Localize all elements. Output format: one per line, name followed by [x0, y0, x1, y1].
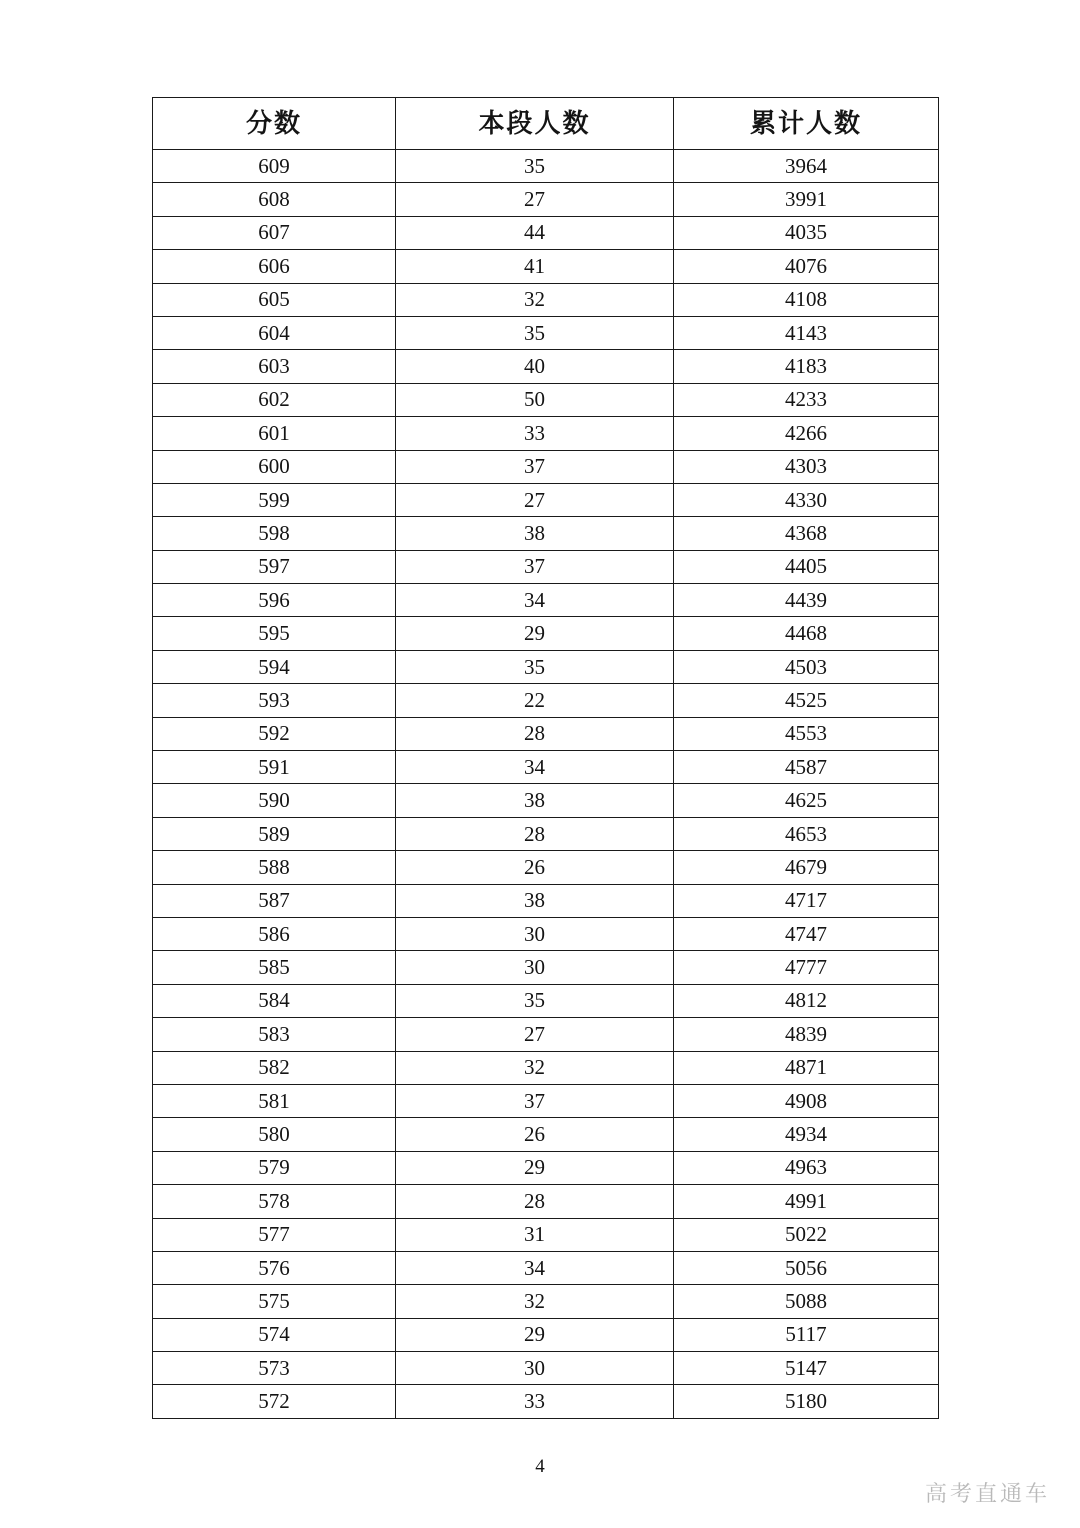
cell-segment-count: 32	[396, 1285, 674, 1318]
table-row	[153, 417, 939, 450]
cell-score: 600	[153, 450, 396, 483]
cell-score: 590	[153, 784, 396, 817]
cell-segment-count: 32	[396, 283, 674, 316]
cell-cumulative-count: 3991	[674, 183, 939, 216]
cell-score: 574	[153, 1318, 396, 1351]
cell-cumulative-count: 4625	[674, 784, 939, 817]
cell-segment-count: 26	[396, 851, 674, 884]
cell-score: 602	[153, 383, 396, 416]
cell-score: 599	[153, 483, 396, 516]
cell-cumulative-count: 3964	[674, 150, 939, 183]
cell-score: 584	[153, 984, 396, 1017]
table-row	[153, 817, 939, 850]
page-number: 4	[535, 1456, 545, 1477]
cell-segment-count: 50	[396, 383, 674, 416]
cell-segment-count: 34	[396, 1251, 674, 1284]
cell-score: 581	[153, 1084, 396, 1117]
cell-segment-count: 29	[396, 617, 674, 650]
table-row	[153, 216, 939, 249]
table-row	[153, 751, 939, 784]
table-row	[153, 1151, 939, 1184]
cell-cumulative-count: 4503	[674, 650, 939, 683]
cell-segment-count: 38	[396, 517, 674, 550]
table-row	[153, 917, 939, 950]
cell-cumulative-count: 4777	[674, 951, 939, 984]
cell-cumulative-count: 4871	[674, 1051, 939, 1084]
cell-segment-count: 37	[396, 450, 674, 483]
cell-cumulative-count: 4233	[674, 383, 939, 416]
table-row	[153, 717, 939, 750]
cell-cumulative-count: 5180	[674, 1385, 939, 1418]
cell-cumulative-count: 4303	[674, 450, 939, 483]
cell-segment-count: 40	[396, 350, 674, 383]
cell-score: 604	[153, 316, 396, 349]
table-row	[153, 150, 939, 183]
cell-cumulative-count: 4183	[674, 350, 939, 383]
cell-score: 603	[153, 350, 396, 383]
cell-cumulative-count: 4934	[674, 1118, 939, 1151]
cell-segment-count: 35	[396, 650, 674, 683]
table-row	[153, 1084, 939, 1117]
cell-cumulative-count: 5117	[674, 1318, 939, 1351]
cell-segment-count: 33	[396, 1385, 674, 1418]
cell-cumulative-count: 4143	[674, 316, 939, 349]
cell-segment-count: 30	[396, 1352, 674, 1385]
cell-score: 595	[153, 617, 396, 650]
cell-segment-count: 22	[396, 684, 674, 717]
column-header-score: 分数	[153, 98, 396, 150]
cell-score: 578	[153, 1185, 396, 1218]
cell-segment-count: 34	[396, 584, 674, 617]
cell-score: 596	[153, 584, 396, 617]
cell-score: 575	[153, 1285, 396, 1318]
table-row	[153, 1051, 939, 1084]
table-row	[153, 951, 939, 984]
table-row	[153, 1385, 939, 1418]
cell-score: 583	[153, 1018, 396, 1051]
table-row	[153, 1218, 939, 1251]
cell-segment-count: 37	[396, 550, 674, 583]
cell-score: 601	[153, 417, 396, 450]
table-row	[153, 350, 939, 383]
cell-score: 577	[153, 1218, 396, 1251]
table-body	[153, 150, 939, 1419]
cell-segment-count: 26	[396, 1118, 674, 1151]
cell-cumulative-count: 4405	[674, 550, 939, 583]
cell-score: 587	[153, 884, 396, 917]
cell-cumulative-count: 4908	[674, 1084, 939, 1117]
cell-segment-count: 27	[396, 183, 674, 216]
cell-score: 589	[153, 817, 396, 850]
cell-cumulative-count: 4266	[674, 417, 939, 450]
cell-segment-count: 30	[396, 917, 674, 950]
cell-cumulative-count: 4839	[674, 1018, 939, 1051]
table-header	[153, 98, 939, 150]
cell-score: 580	[153, 1118, 396, 1151]
cell-score: 579	[153, 1151, 396, 1184]
cell-cumulative-count: 4553	[674, 717, 939, 750]
cell-score: 591	[153, 751, 396, 784]
table-row	[153, 784, 939, 817]
cell-cumulative-count: 4108	[674, 283, 939, 316]
cell-cumulative-count: 4035	[674, 216, 939, 249]
table-row	[153, 450, 939, 483]
table-row	[153, 884, 939, 917]
table-row	[153, 517, 939, 550]
cell-cumulative-count: 4587	[674, 751, 939, 784]
cell-cumulative-count: 4525	[674, 684, 939, 717]
cell-segment-count: 35	[396, 150, 674, 183]
cell-score: 585	[153, 951, 396, 984]
cell-score: 592	[153, 717, 396, 750]
cell-score: 606	[153, 250, 396, 283]
watermark: 高考直通车	[924, 1482, 1050, 1507]
table-row	[153, 183, 939, 216]
cell-segment-count: 44	[396, 216, 674, 249]
cell-cumulative-count: 4330	[674, 483, 939, 516]
cell-segment-count: 41	[396, 250, 674, 283]
cell-segment-count: 28	[396, 1185, 674, 1218]
cell-cumulative-count: 4963	[674, 1151, 939, 1184]
cell-score: 608	[153, 183, 396, 216]
score-distribution-table	[152, 97, 939, 1419]
cell-cumulative-count: 4812	[674, 984, 939, 1017]
cell-cumulative-count: 4653	[674, 817, 939, 850]
table-row	[153, 650, 939, 683]
cell-score: 588	[153, 851, 396, 884]
cell-score: 598	[153, 517, 396, 550]
cell-segment-count: 30	[396, 951, 674, 984]
table-row	[153, 617, 939, 650]
table-row	[153, 1352, 939, 1385]
cell-score: 572	[153, 1385, 396, 1418]
cell-cumulative-count: 4439	[674, 584, 939, 617]
cell-cumulative-count: 4368	[674, 517, 939, 550]
cell-score: 594	[153, 650, 396, 683]
cell-score: 609	[153, 150, 396, 183]
table-row	[153, 684, 939, 717]
cell-score: 582	[153, 1051, 396, 1084]
cell-cumulative-count: 4679	[674, 851, 939, 884]
cell-segment-count: 32	[396, 1051, 674, 1084]
cell-cumulative-count: 4991	[674, 1185, 939, 1218]
cell-segment-count: 33	[396, 417, 674, 450]
cell-cumulative-count: 4076	[674, 250, 939, 283]
cell-segment-count: 29	[396, 1318, 674, 1351]
cell-segment-count: 35	[396, 984, 674, 1017]
cell-segment-count: 27	[396, 1018, 674, 1051]
cell-score: 576	[153, 1251, 396, 1284]
column-header-cumulative-count: 累计人数	[674, 98, 939, 150]
table-row	[153, 283, 939, 316]
table-row	[153, 984, 939, 1017]
table-row	[153, 550, 939, 583]
cell-cumulative-count: 4717	[674, 884, 939, 917]
table-header-row	[153, 98, 939, 150]
cell-cumulative-count: 5022	[674, 1218, 939, 1251]
cell-cumulative-count: 4468	[674, 617, 939, 650]
cell-segment-count: 37	[396, 1084, 674, 1117]
cell-segment-count: 29	[396, 1151, 674, 1184]
table-row	[153, 1018, 939, 1051]
table-row	[153, 250, 939, 283]
table-row	[153, 1318, 939, 1351]
cell-cumulative-count: 5147	[674, 1352, 939, 1385]
cell-segment-count: 28	[396, 717, 674, 750]
cell-cumulative-count: 5088	[674, 1285, 939, 1318]
table-row	[153, 1285, 939, 1318]
cell-score: 597	[153, 550, 396, 583]
cell-cumulative-count: 5056	[674, 1251, 939, 1284]
cell-segment-count: 27	[396, 483, 674, 516]
table-row	[153, 383, 939, 416]
cell-score: 573	[153, 1352, 396, 1385]
table-row	[153, 584, 939, 617]
cell-segment-count: 31	[396, 1218, 674, 1251]
cell-score: 593	[153, 684, 396, 717]
cell-segment-count: 34	[396, 751, 674, 784]
cell-segment-count: 38	[396, 784, 674, 817]
table-row	[153, 1118, 939, 1151]
table-row	[153, 483, 939, 516]
cell-segment-count: 28	[396, 817, 674, 850]
table-row	[153, 1185, 939, 1218]
column-header-segment-count: 本段人数	[396, 98, 674, 150]
table-row	[153, 851, 939, 884]
cell-score: 607	[153, 216, 396, 249]
table-row	[153, 316, 939, 349]
table-row	[153, 1251, 939, 1284]
cell-score: 605	[153, 283, 396, 316]
cell-segment-count: 35	[396, 316, 674, 349]
cell-segment-count: 38	[396, 884, 674, 917]
cell-score: 586	[153, 917, 396, 950]
cell-cumulative-count: 4747	[674, 917, 939, 950]
